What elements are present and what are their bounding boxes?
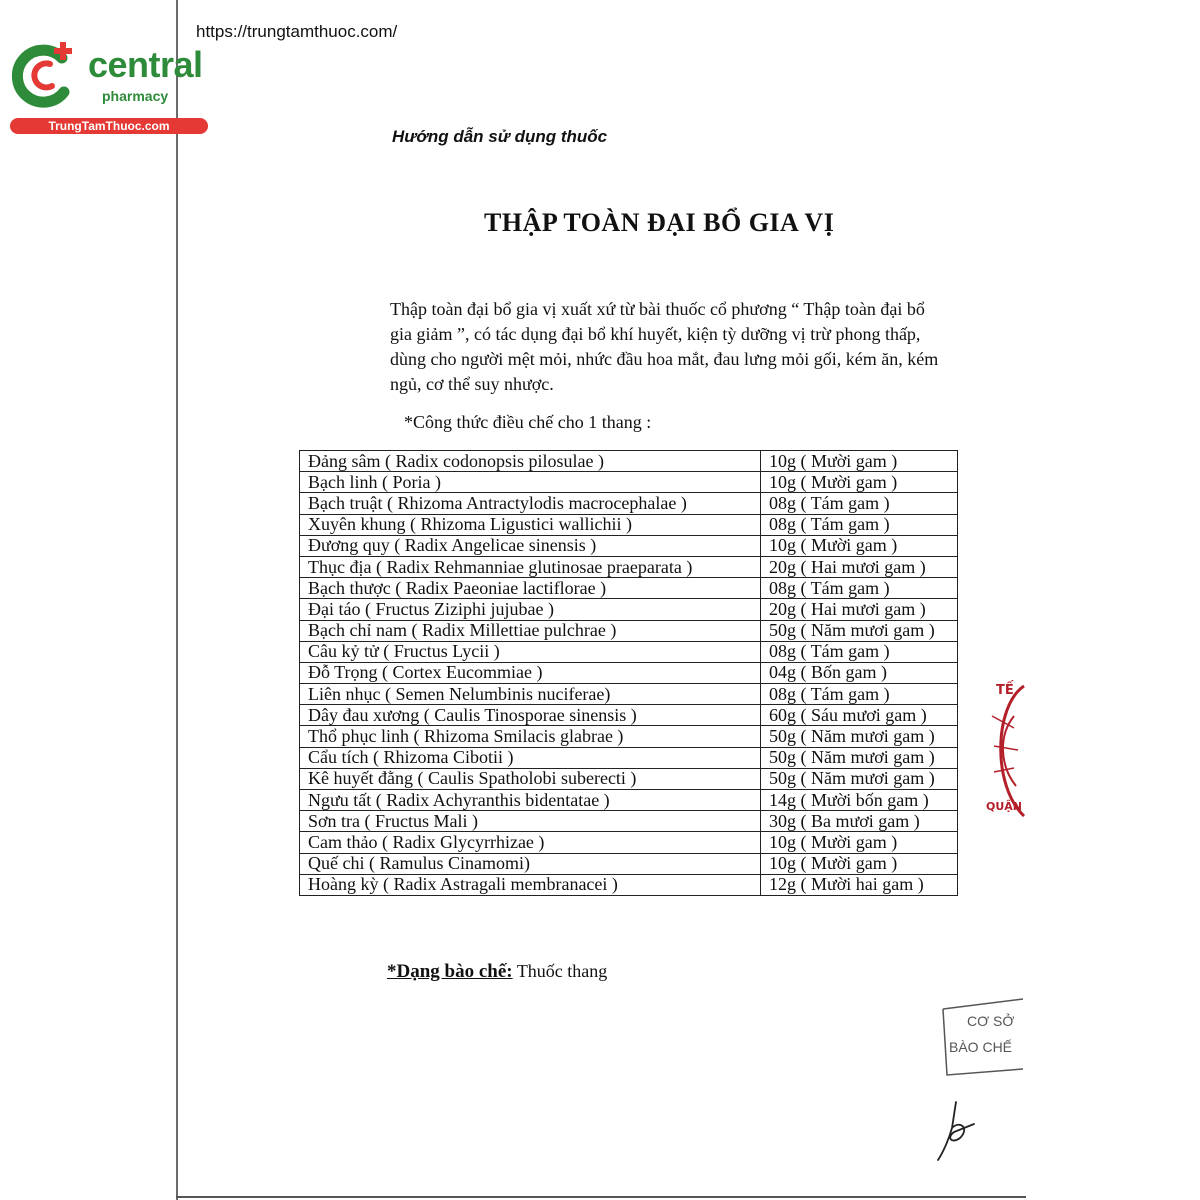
table-row <box>300 874 958 895</box>
table-row <box>300 662 958 683</box>
ingredient-amount: 10g ( Mười gam ) <box>761 472 958 493</box>
stamp-line-2: BÀO CHẾ <box>949 1039 1013 1055</box>
ingredient-name: Thổ phục linh ( Rhizoma Smilacis glabrae ) <box>300 726 761 747</box>
red-stamp-bottom-text: QUẬN <box>986 800 1023 813</box>
document-subtitle: Hướng dẫn sử dụng thuốc <box>392 127 608 146</box>
ingredient-amount: 08g ( Tám gam ) <box>761 641 958 662</box>
logo-banner: TrungTamThuoc.com <box>10 118 208 134</box>
dosage-form <box>387 961 607 983</box>
ingredient-name: Đảng sâm ( Radix codonopsis pilosulae ) <box>300 451 761 472</box>
ingredient-amount: 50g ( Năm mươi gam ) <box>761 747 958 768</box>
table-row <box>300 451 958 472</box>
ingredient-amount: 08g ( Tám gam ) <box>761 684 958 705</box>
table-row <box>300 599 958 620</box>
table-row <box>300 556 958 577</box>
preparation-facility-stamp <box>939 997 1025 1077</box>
ingredient-name: Bạch chỉ nam ( Radix Millettiae pulchrae ) <box>300 620 761 641</box>
ingredient-name: Bạch thược ( Radix Paeoniae lactiflorae ) <box>300 578 761 599</box>
signature <box>930 1098 980 1164</box>
ingredient-name: Xuyên khung ( Rhizoma Ligustici wallichii ) <box>300 514 761 535</box>
table-row <box>300 747 958 768</box>
ingredient-amount: 10g ( Mười gam ) <box>761 832 958 853</box>
ingredient-name: Cam thảo ( Radix Glycyrrhizae ) <box>300 832 761 853</box>
ingredient-name: Ngưu tất ( Radix Achyranthis bidentatae ) <box>300 790 761 811</box>
ingredient-amount: 30g ( Ba mươi gam ) <box>761 811 958 832</box>
ingredient-amount: 04g ( Bốn gam ) <box>761 662 958 683</box>
ingredients-table <box>299 450 958 896</box>
ingredient-name: Hoàng kỳ ( Radix Astragali membranacei ) <box>300 874 761 895</box>
central-pharmacy-logo[interactable] <box>10 38 215 138</box>
ingredient-amount: 12g ( Mười hai gam ) <box>761 874 958 895</box>
logo-subtitle: pharmacy <box>102 88 169 104</box>
ingredient-name: Đương quy ( Radix Angelicae sinensis ) <box>300 535 761 556</box>
table-row <box>300 514 958 535</box>
table-row <box>300 493 958 514</box>
ingredient-name: Bạch truật ( Rhizoma Antractylodis macrocephalae ) <box>300 493 761 514</box>
ingredient-amount: 20g ( Hai mươi gam ) <box>761 556 958 577</box>
table-row <box>300 535 958 556</box>
page-bottom-edge <box>176 1196 1026 1198</box>
ingredient-name: Kê huyết đằng ( Caulis Spatholobi suberecti ) <box>300 768 761 789</box>
dosage-value: Thuốc thang <box>516 961 608 981</box>
ingredient-amount: 14g ( Mười bốn gam ) <box>761 790 958 811</box>
table-row <box>300 768 958 789</box>
table-row <box>300 641 958 662</box>
pharmacy-cross-icon <box>10 40 82 112</box>
dosage-label: *Dạng bào chế: <box>387 961 513 982</box>
ingredient-name: Quế chi ( Ramulus Cinamomi) <box>300 853 761 874</box>
table-row <box>300 726 958 747</box>
formula-label: *Công thức điều chế cho 1 thang : <box>404 412 652 432</box>
ingredient-name: Đại táo ( Fructus Ziziphi jujubae ) <box>300 599 761 620</box>
table-row <box>300 790 958 811</box>
ingredient-name: Sơn tra ( Fructus Mali ) <box>300 811 761 832</box>
ingredient-amount: 50g ( Năm mươi gam ) <box>761 620 958 641</box>
ingredient-amount: 10g ( Mười gam ) <box>761 451 958 472</box>
ingredient-name: Thục địa ( Radix Rehmanniae glutinosae praeparata ) <box>300 556 761 577</box>
stamp-line-1: CƠ SỞ <box>967 1013 1015 1029</box>
ingredient-name: Cẩu tích ( Rhizoma Cibotii ) <box>300 747 761 768</box>
red-official-stamp <box>984 676 1028 826</box>
table-row <box>300 811 958 832</box>
table-row <box>300 705 958 726</box>
ingredient-name: Liên nhục ( Semen Nelumbinis nuciferae) <box>300 684 761 705</box>
ingredient-amount: 10g ( Mười gam ) <box>761 535 958 556</box>
page-left-edge <box>176 0 178 1200</box>
document-title: THẬP TOÀN ĐẠI BỔ GIA VỊ <box>484 208 835 237</box>
table-row <box>300 472 958 493</box>
ingredient-amount: 08g ( Tám gam ) <box>761 493 958 514</box>
table-row <box>300 832 958 853</box>
ingredient-name: Câu kỷ tử ( Fructus Lycii ) <box>300 641 761 662</box>
red-stamp-top-text: TẾ <box>996 683 1014 698</box>
ingredient-name: Đỗ Trọng ( Cortex Eucommiae ) <box>300 662 761 683</box>
table-row <box>300 853 958 874</box>
ingredient-name: Dây đau xương ( Caulis Tinosporae sinensis ) <box>300 705 761 726</box>
logo-wordmark: central <box>88 44 203 85</box>
ingredient-amount: 10g ( Mười gam ) <box>761 853 958 874</box>
intro-paragraph: Thập toàn đại bổ gia vị xuất xứ từ bài thuốc cổ phương “ Thập toàn đại bổ gia giảm ”, có tác dụng đại bổ khí huyết, kiện tỳ dưỡng vị trừ phong thấp, dùng cho người mệt mỏi, nhức đầu hoa mắt, đau lưng mỏi gối, kém ăn, kém ngủ, cơ thể suy nhược. <box>390 299 939 394</box>
ingredient-amount: 20g ( Hai mươi gam ) <box>761 599 958 620</box>
table-row <box>300 620 958 641</box>
ingredient-amount: 50g ( Năm mươi gam ) <box>761 768 958 789</box>
table-row <box>300 578 958 599</box>
ingredient-amount: 08g ( Tám gam ) <box>761 578 958 599</box>
ingredient-amount: 50g ( Năm mươi gam ) <box>761 726 958 747</box>
ingredient-name: Bạch linh ( Poria ) <box>300 472 761 493</box>
ingredient-amount: 08g ( Tám gam ) <box>761 514 958 535</box>
table-row <box>300 684 958 705</box>
source-url[interactable]: https://trungtamthuoc.com/ <box>196 22 398 41</box>
ingredient-amount: 60g ( Sáu mươi gam ) <box>761 705 958 726</box>
